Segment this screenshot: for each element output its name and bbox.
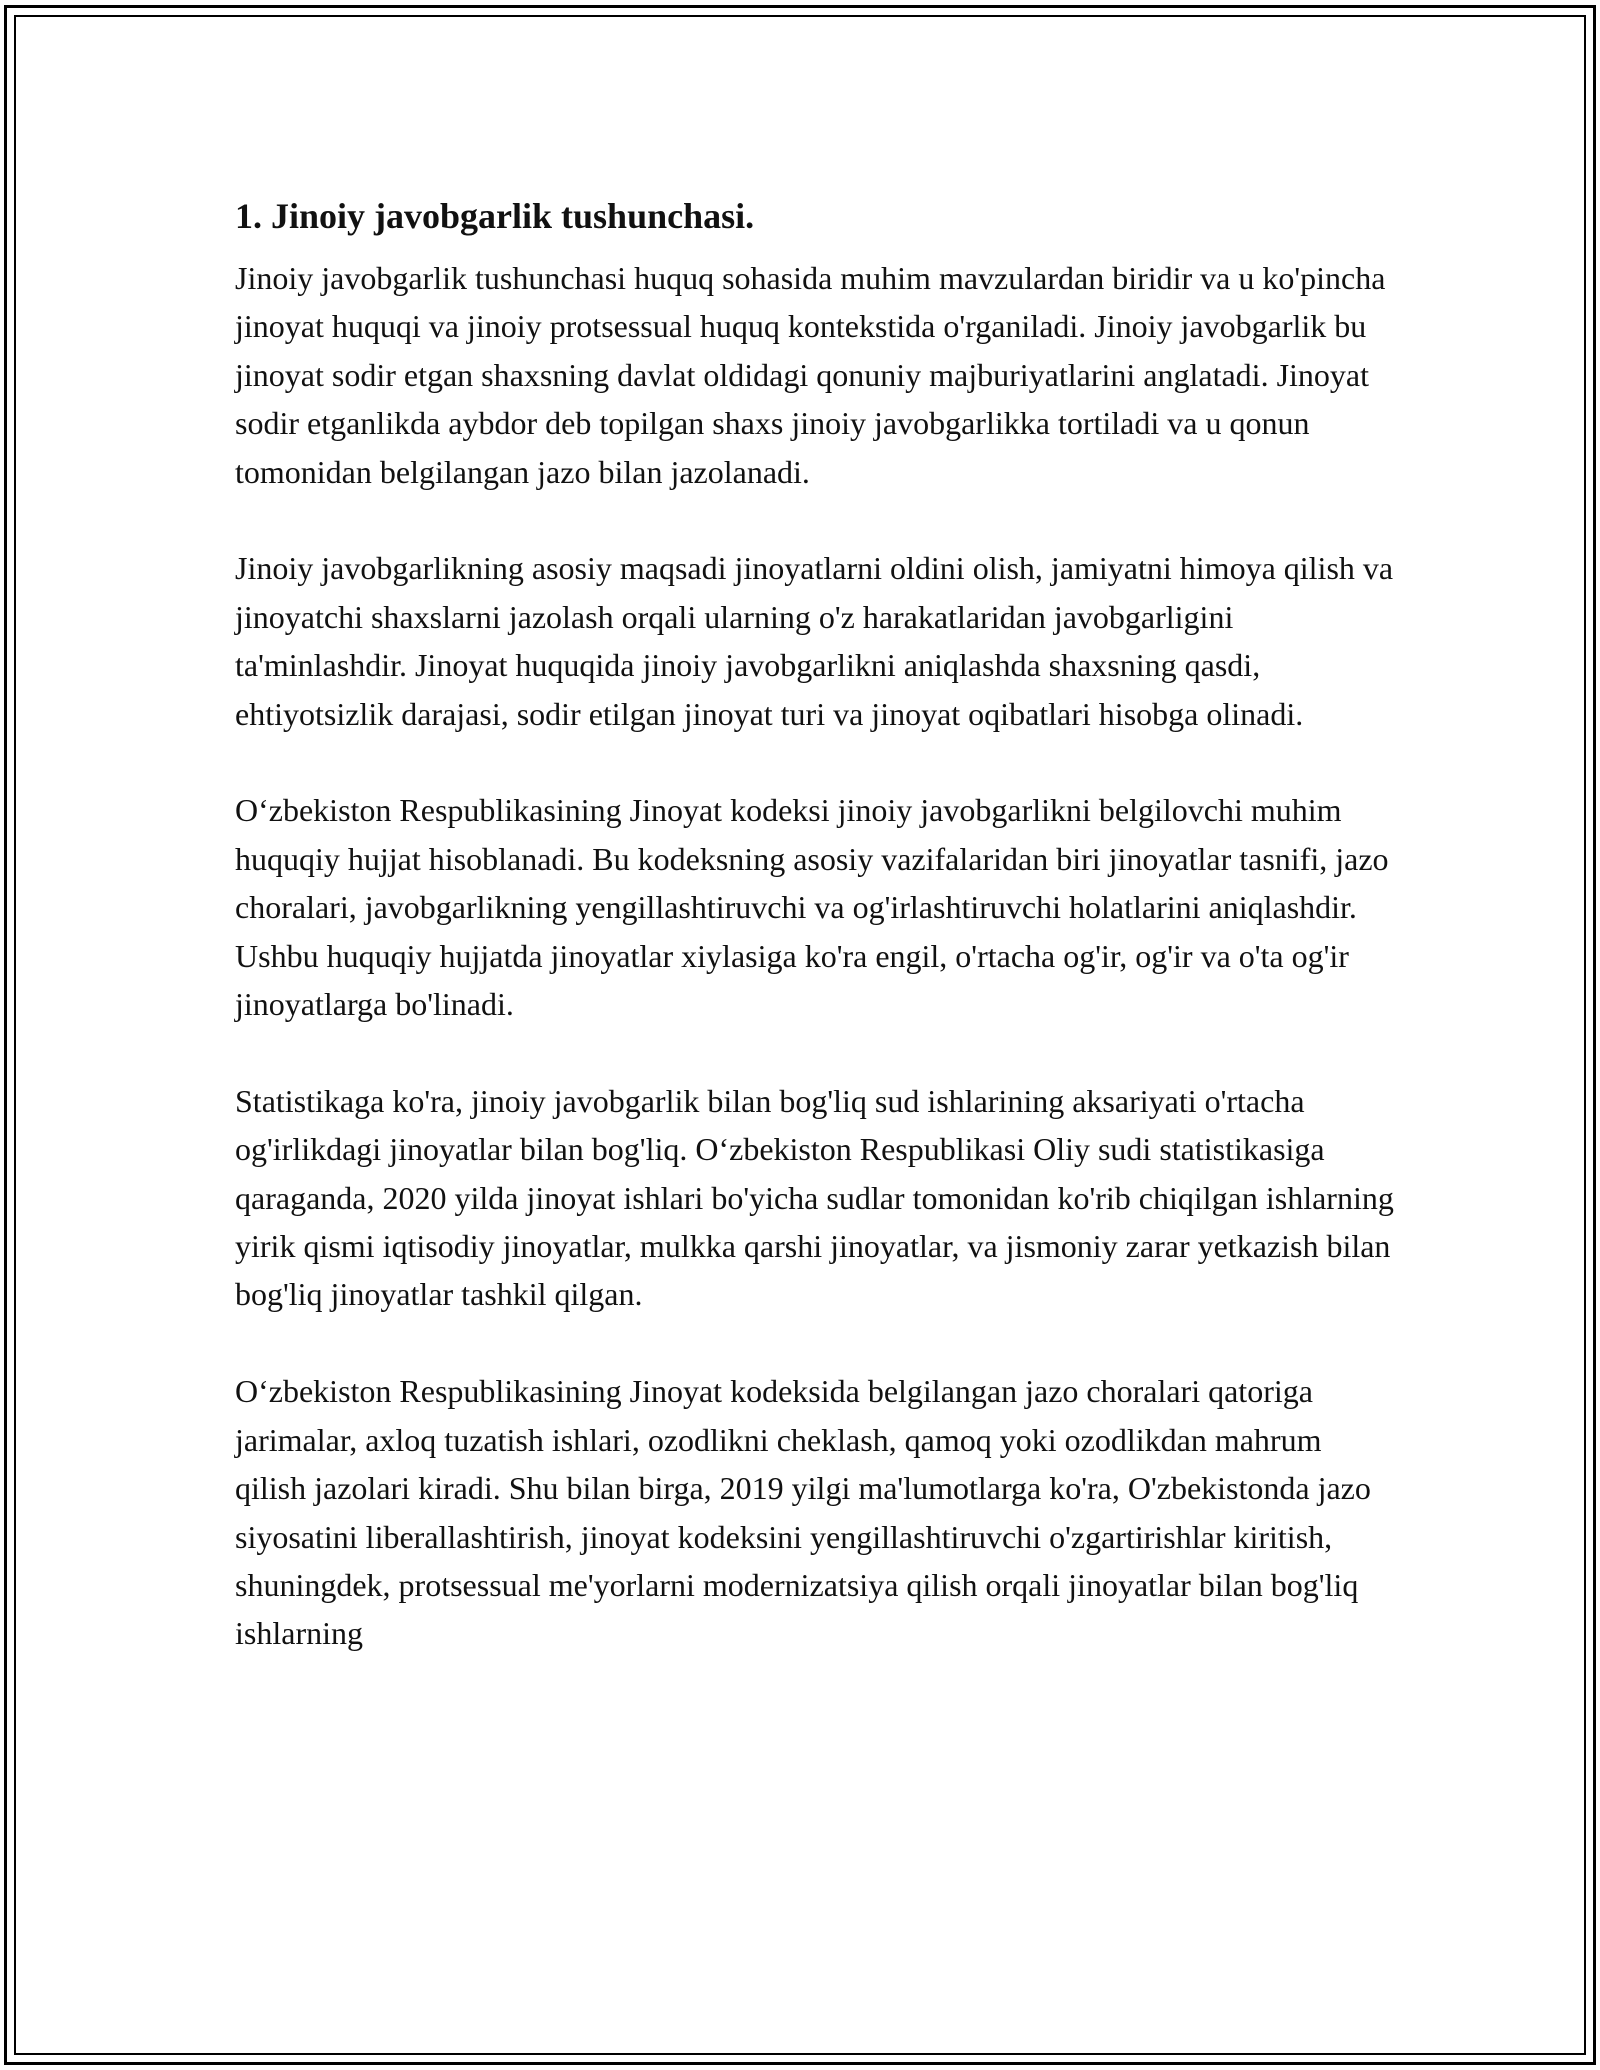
paragraph-5: O‘zbekiston Respublikasining Jinoyat kodeksida belgilangan jazo choralari qatoriga jarimalar, axloq tuzatish ishlari, ozodlikni cheklash, qamoq yoki ozodlikdan mahrum qilish jazolari kiradi. Shu bilan birga, 2019 yilgi ma'lumotlarga ko'ra, O'zbekistonda jazo siyosatini liberallashtirish, jinoyat kodeksini yengillashtiruvchi o'zgartirishlar kiritish, shuningdek, protsessual me'yorlarni modernizatsiya qilish orqali jinoyatlar bilan bog'liq ishlarning — [235, 1373, 1371, 1652]
paragraph-1: Jinoiy javobgarlik tushunchasi huquq sohasida muhim mavzulardan biridir va u ko'pincha jinoyat huquqi va jinoiy protsessual huquq kontekstida o'rganiladi. Jinoiy javobgarlik bu jinoyat sodir etgan shaxsning davlat oldidagi qonuniy majburiyatlarini anglatadi. Jinoyat sodir etganlikda aybdor deb topilgan shaxs jinoiy javobgarlikka tortiladi va u qonun tomonidan belgilangan jazo bilan jazolanadi. — [235, 260, 1386, 490]
paragraph-2: Jinoiy javobgarlikning asosiy maqsadi jinoyatlarni oldini olish, jamiyatni himoya qilish va jinoyatchi shaxslarni jazolash orqali ularning o'z harakatlaridan javobgarligini ta'minlashdir. Jinoyat huquqida jinoiy javobgarlikni aniqlashda shaxsning qasdi, ehtiyotsizlik darajasi, sodir etilgan jinoyat turi va jinoyat oqibatlari hisobga olinadi. — [235, 550, 1394, 732]
paragraph-4: Statistikaga ko'ra, jinoiy javobgarlik bilan bog'liq sud ishlarining aksariyati o'rtacha og'irlikdagi jinoyatlar bilan bog'liq. O‘zbekiston Respublikasi Oliy sudi statistikasiga qaraganda, 2020 yilda jinoyat ishlari bo'yicha sudlar tomonidan ko'rib chiqilgan ishlarning yirik qismi iqtisodiy jinoyatlar, mulkka qarshi jinoyatlar, va jismoniy zarar yetkazish bilan bog'liq jinoyatlar tashkil qilgan. — [235, 1082, 1394, 1313]
paragraph-3: O‘zbekiston Respublikasining Jinoyat kodeksi jinoiy javobgarlikni belgilovchi muhim huquqiy hujjat hisoblanadi. Bu kodeksning asosiy vazifalaridan biri jinoyatlar tasnifi, jazo choralari, javobgarlikning yengillashtiruvchi va og'irlashtiruvchi holatlarini aniqlashdir. Ushbu huquqiy hujjatda jinoyatlar xiylasiga ko'ra engil, o'rtacha og'ir, og'ir va o'ta og'ir jinoyatlarga bo'linadi. — [235, 792, 1389, 1023]
document-body — [235, 186, 1395, 1706]
section-heading: 1. Jinoiy javobgarlik tushunchasi. — [235, 196, 755, 236]
